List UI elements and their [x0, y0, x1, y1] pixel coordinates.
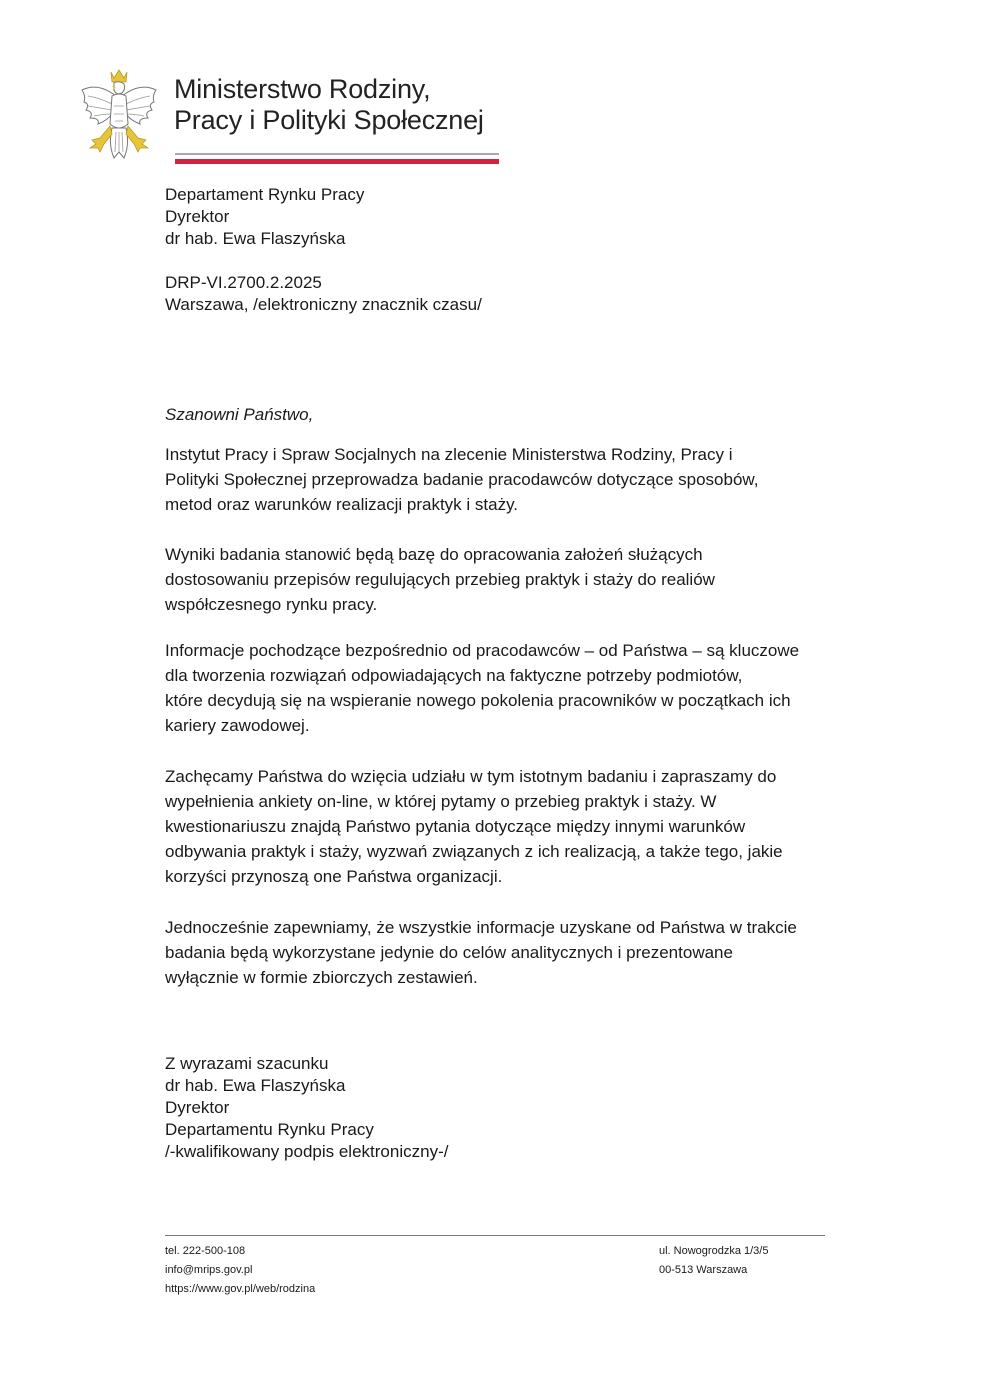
paragraph-line: Instytut Pracy i Spraw Socjalnych na zlecenie Ministerstwa Rodziny, Pracy i	[165, 445, 733, 464]
sender-name: dr hab. Ewa Flaszyńska	[165, 229, 346, 248]
closing-signature: /-kwalifikowany podpis elektroniczny-/	[165, 1142, 449, 1161]
paragraph-line: kwestionariuszu znajdą Państwo pytania dotyczące między innymi warunków	[165, 817, 746, 836]
footer-website[interactable]: https://www.gov.pl/web/rodzina	[165, 1283, 316, 1295]
footer-divider	[165, 1235, 825, 1236]
footer-city: 00-513 Warszawa	[659, 1264, 748, 1276]
closing-department: Departamentu Rynku Pracy	[165, 1120, 374, 1139]
letterhead-red-rule	[175, 159, 499, 164]
paragraph-3	[165, 638, 830, 738]
salutation: Szanowni Państwo,	[165, 405, 314, 424]
paragraph-line: Wyniki badania stanowić będą bazę do opracowania założeń służących	[165, 545, 703, 564]
footer-street: ul. Nowogrodzka 1/3/5	[659, 1245, 769, 1257]
footer-contact	[165, 1242, 315, 1299]
paragraph-line: korzyści przynoszą one Państwa organizacji.	[165, 867, 503, 886]
paragraph-line: metod oraz warunków realizacji praktyk i staży.	[165, 495, 519, 514]
paragraph-line: współczesnego rynku pracy.	[165, 595, 378, 614]
sender-position: Dyrektor	[165, 207, 230, 226]
ministry-logo	[78, 66, 508, 170]
paragraph-line: badania będą wykorzystane jedynie do celów analitycznych i prezentowane	[165, 943, 733, 962]
paragraph-line: wyłącznie w formie zbiorczych zestawień.	[165, 968, 478, 987]
footer-phone: tel. 222-500-108	[165, 1245, 246, 1257]
ministry-name-line-1: Ministerstwo Rodziny,	[174, 74, 431, 104]
paragraph-line: Informacje pochodzące bezpośrednio od pracodawców – od Państwa – są kluczowe	[165, 641, 800, 660]
closing-regards: Z wyrazami szacunku	[165, 1054, 329, 1073]
closing-block	[165, 1053, 448, 1163]
ministry-name	[174, 74, 484, 136]
sender-department: Departament Rynku Pracy	[165, 185, 365, 204]
closing-name: dr hab. Ewa Flaszyńska	[165, 1076, 346, 1095]
paragraph-line: Jednocześnie zapewniamy, że wszystkie informacje uzyskane od Państwa w trakcie	[165, 918, 797, 937]
paragraph-5	[165, 915, 830, 990]
paragraph-1	[165, 442, 830, 517]
paragraph-line: odbywania praktyk i staży, wyzwań związanych z ich realizacją, a także tego, jakie	[165, 842, 783, 861]
paragraph-line: które decydują się na wspieranie nowego pokolenia pracowników w początkach ich	[165, 691, 791, 710]
paragraph-line: dla tworzenia rozwiązań odpowiadających na faktyczne potrzeby podmiotów,	[165, 666, 743, 685]
polish-eagle-icon	[78, 66, 160, 164]
letterhead-grey-rule	[175, 153, 499, 155]
reference-block	[165, 272, 482, 316]
paragraph-line: kariery zawodowej.	[165, 716, 310, 735]
paragraph-2	[165, 542, 830, 617]
paragraph-4	[165, 764, 830, 889]
sender-block	[165, 184, 364, 250]
reference-number: DRP-VI.2700.2.2025	[165, 273, 322, 292]
paragraph-line: dostosowaniu przepisów regulujących przebieg praktyk i staży do realiów	[165, 570, 715, 589]
paragraph-line: Zachęcamy Państwa do wzięcia udziału w tym istotnym badaniu i zapraszamy do	[165, 767, 777, 786]
closing-position: Dyrektor	[165, 1098, 230, 1117]
paragraph-line: wypełnienia ankiety on-line, w której pytamy o przebieg praktyk i staży. W	[165, 792, 717, 811]
footer-address	[659, 1242, 768, 1280]
paragraph-line: Polityki Społecznej przeprowadza badanie pracodawców dotyczące sposobów,	[165, 470, 759, 489]
footer-email[interactable]: info@mrips.gov.pl	[165, 1264, 253, 1276]
place-date: Warszawa, /elektroniczny znacznik czasu/	[165, 295, 482, 314]
ministry-name-line-2: Pracy i Polityki Społecznej	[174, 105, 484, 135]
